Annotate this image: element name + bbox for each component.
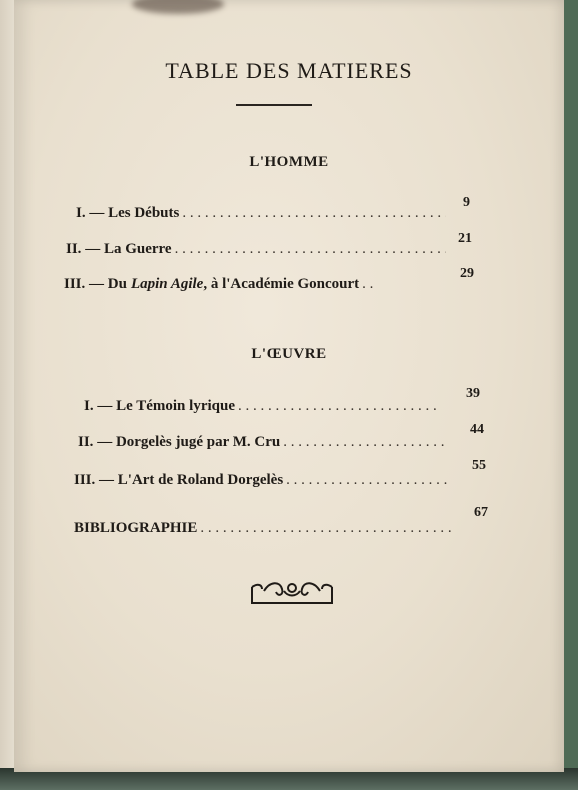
toc-entry [74, 472, 448, 489]
bibliography-entry [74, 520, 452, 537]
entry-dash: — [89, 276, 105, 292]
toc-entry [66, 241, 446, 258]
toc-entry [78, 434, 444, 451]
dot-leader [286, 472, 448, 489]
toc-entry [76, 205, 446, 222]
entry-label: L'Art de Roland Dorgelès [117, 472, 284, 488]
page-title: TABLE DES MATIERES [165, 58, 413, 83]
title-rule [236, 104, 312, 106]
entry-label: Le Témoin lyrique [116, 398, 235, 414]
page-number: 29 [460, 266, 474, 281]
toc-entry [64, 276, 456, 293]
section-heading-oeuvre: L'ŒUVRE [251, 346, 327, 362]
page-number: 9 [463, 195, 470, 210]
entry-dash: — [89, 205, 105, 221]
entry-label-start: Du [107, 276, 127, 292]
ornament-tailpiece-icon [250, 577, 334, 605]
page-number: 55 [472, 458, 486, 473]
entry-dash: — [97, 434, 113, 450]
entry-number: II. [66, 241, 82, 257]
dot-leader [283, 434, 444, 451]
entry-number: III. [74, 472, 96, 488]
entry-label-italic: Lapin Agile [130, 276, 204, 292]
dot-leader [200, 520, 452, 537]
entry-number: I. [84, 398, 94, 414]
entry-label: Les Débuts [108, 205, 180, 221]
entry-label-end: , à l'Académie Goncourt [203, 276, 360, 292]
entry-number: II. [78, 434, 94, 450]
entry-dash: — [97, 398, 113, 414]
book-page [14, 0, 564, 772]
dot-leader [182, 205, 446, 222]
page-number: 39 [466, 386, 480, 401]
toc-entry [84, 398, 440, 415]
page-number: 21 [458, 231, 472, 246]
page-number: 67 [474, 505, 488, 520]
dot-leader [362, 276, 376, 293]
entry-number: III. [64, 276, 86, 292]
dot-leader [238, 398, 440, 415]
entry-label: La Guerre [103, 241, 172, 257]
finger-shadow [132, 0, 224, 14]
dot-leader [175, 241, 446, 258]
entry-label: Dorgelès jugé par M. Cru [115, 434, 281, 450]
entry-label: BIBLIOGRAPHIE [74, 520, 198, 536]
entry-dash: — [99, 472, 115, 488]
section-heading-homme: L'HOMME [249, 154, 329, 170]
page-number: 44 [470, 422, 484, 437]
entry-dash: — [85, 241, 101, 257]
entry-number: I. [76, 205, 86, 221]
